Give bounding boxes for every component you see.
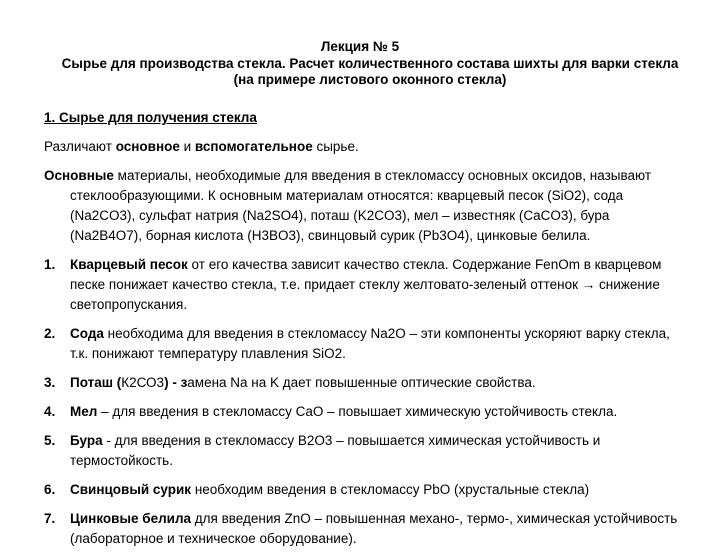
main-materials-text: материалы, необходимые для введения в стекломассу основных оксидов, называют стеклообразующими. К основным материалам относятся: кварцевый песок (SiO2), сода (Na2CO3), сульфат натрия (Na2SO4), поташ (K2CO3), мел – известняк (CaCO3), бура (Na2B4O7), борная кислота (H3BO3), свинцовый сурик (Pb3O4), цинковые белила. <box>70 168 652 243</box>
list-number: 7. <box>44 511 56 526</box>
list-item-text: амена Na на K дает повышенные оптические свойства. <box>187 375 536 390</box>
section-heading: 1. Сырье для получения стекла <box>44 110 257 125</box>
list-item-4 <box>44 402 684 422</box>
list-number: 2. <box>44 326 56 341</box>
list-item-term: Мел <box>70 404 98 419</box>
list-item-formula: К2СО3 <box>121 375 165 390</box>
list-item-term: Поташ ( <box>70 375 122 390</box>
intro-bold-2: вспомогательное <box>194 139 313 154</box>
list-item-term: Свинцовый сурик <box>70 482 192 497</box>
list-item-term: Сода <box>70 326 104 341</box>
list-item-term: Кварцевый песок <box>70 257 188 272</box>
list-item-text: необходима для введения в стекломассу Na2O – эти компоненты ускоряют варку стекла, т.к. понижают температуру плавления SiO2. <box>70 326 670 361</box>
list-item-term: Цинковые белила <box>70 511 192 526</box>
list-item-text: от его качества зависит качество стекла. Содержание FenOm в кварцевом песке понижает качество стекла, т.е. придает стеклу желтовато-зеленый оттенок → снижение светопропускания. <box>70 257 662 312</box>
page-subtitle: Сырье для производства стекла. Расчет количественного состава шихты для варки стекла (на примере листового оконного стекла) <box>61 56 679 87</box>
main-materials-term: Основные <box>44 168 114 183</box>
list-number: 4. <box>44 404 56 419</box>
list-item-term: Бура <box>70 433 103 448</box>
intro-bold-1: основное <box>115 139 180 154</box>
list-item-text: для введения ZnO – повышенная механо-, термо-, химическая устойчивость (лабораторное и техническое оборудование). <box>70 511 678 546</box>
page-title: Лекция № 5 <box>320 39 400 54</box>
list-number: 5. <box>44 433 56 448</box>
list-item-text: – для введения в стекломассу CaO – повышает химическую устойчивость стекла. <box>97 404 618 419</box>
list-number: 1. <box>44 257 56 272</box>
list-item-1 <box>44 255 684 315</box>
list-item-text: - для введения в стекломассу B2O3 – повышается химическая устойчивость и термостойкость. <box>70 433 601 468</box>
list-item-3 <box>44 373 684 393</box>
list-number: 6. <box>44 482 56 497</box>
list-item-7 <box>44 509 684 549</box>
list-number: 3. <box>44 375 56 390</box>
main-materials-paragraph <box>44 166 684 246</box>
list-item-term-end: ) - з <box>164 375 188 390</box>
list-item-6 <box>44 480 684 500</box>
intro-text-2: и <box>179 139 195 154</box>
intro-text-1: Различают <box>44 139 116 154</box>
list-item-5 <box>44 431 684 471</box>
intro-text-3: сырье. <box>312 139 359 154</box>
list-item-text: необходим введения в стекломассу PbO (хрустальные стекла) <box>191 482 590 497</box>
intro-paragraph <box>44 137 684 157</box>
lecture-content <box>44 108 684 558</box>
list-item-2 <box>44 324 684 364</box>
